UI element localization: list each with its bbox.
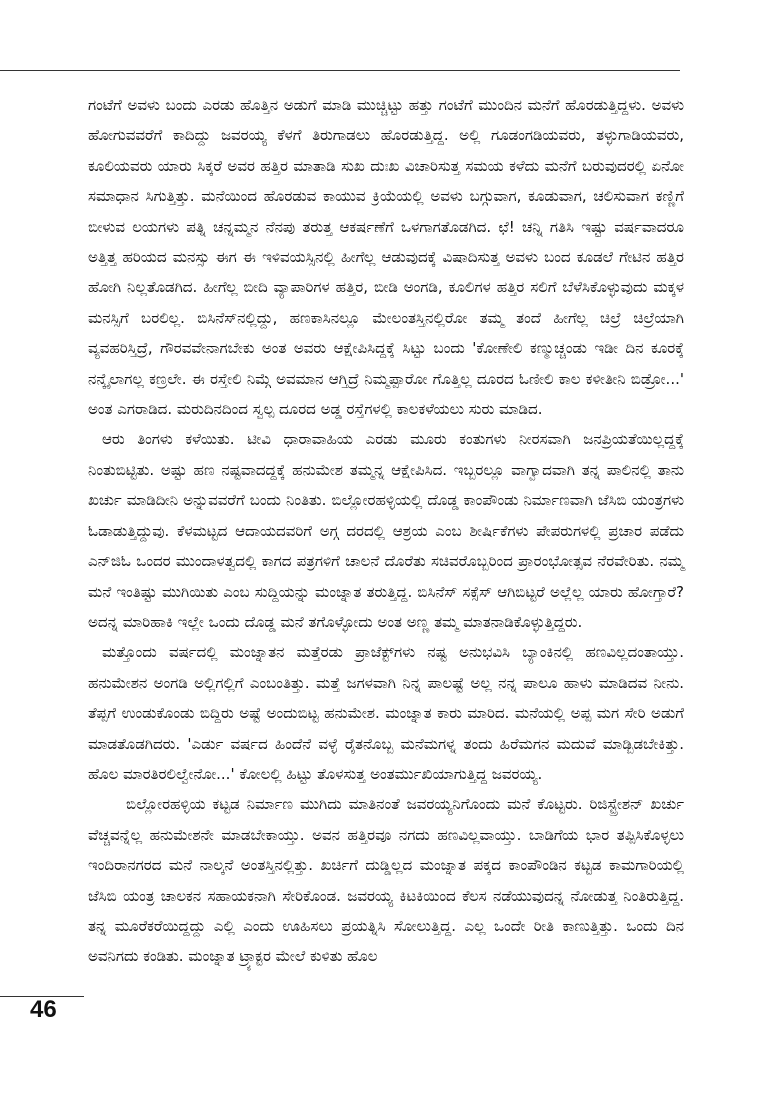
header-rule <box>0 70 680 71</box>
paragraph-2: ಆರು ತಿಂಗಳು ಕಳೆಯಿತು. ಟೀವಿ ಧಾರಾವಾಹಿಯ ಎರಡು ಮೂರು ಕಂತುಗಳು ನೀರಸವಾಗಿ ಜನಪ್ರಿಯತೆಯಿಲ್ಲದ್ದಕ್ಕೆ ನಿಂತುಬಿಟ್ಟಿತು. ಅಷ್ಟು ಹಣ ನಷ್ಟವಾದದ್ದಕ್ಕೆ ಹನುಮೇಶ ತಮ್ಮನ್ನ ಆಕ್ಷೇಪಿಸಿದ. ಇಬ್ಬರಲ್ಲೂ ವಾಗ್ವಾದವಾಗಿ ತನ್ನ ಪಾಲಿನಲ್ಲಿ ತಾನು ಖರ್ಚು ಮಾಡಿದೀನಿ ಅನ್ನುವವರೆಗೆ ಬಂದು ನಿಂತಿತು. ಬಿಲ್ಲೋರಹಳ್ಳಿಯಲ್ಲಿ ದೊಡ್ಡ ಕಾಂಪೌಂಡು ನಿರ್ಮಾಣವಾಗಿ ಜೆಸಿಬಿ ಯಂತ್ರಗಳು ಓಡಾಡುತ್ತಿದ್ದುವು. ಕೆಳಮಟ್ಟದ ಆದಾಯದವರಿಗೆ ಅಗ್ಗ ದರದಲ್ಲಿ ಆಶ್ರಯ ಎಂಬ ಶೀರ್ಷಿಕೆಗಳು ಪೇಪರುಗಳಲ್ಲಿ ಪ್ರಚಾರ ಪಡೆದು ಎನ್‌ಜಿಓ ಒಂದರ ಮುಂದಾಳತ್ವದಲ್ಲಿ ಕಾಗದ ಪತ್ರಗಳಿಗೆ ಚಾಲನೆ ದೊರೆತು ಸಚಿವರೊಬ್ಬರಿಂದ ಪ್ರಾರಂಭೋತ್ಸವ ನೆರವೇರಿತು. ನಮ್ಮ ಮನೆ ಇಂತಿಷ್ಟು ಮುಗಿಯಿತು ಎಂಬ ಸುದ್ದಿಯನ್ನು ಮಂಜ್ನಾತ ತರುತ್ತಿದ್ದ. ಬಿಸಿನೆಸ್ ಸಕ್ಸೆಸ್ ಆಗಿಬಿಟ್ಟರೆ ಅಲ್ಲೆಲ್ಲ ಯಾರು ಹೋಗ್ತಾರೆ? ಅದನ್ನ ಮಾರಿಹಾಕಿ ಇಲ್ಲೇ ಒಂದು ದೊಡ್ಡ ಮನೆ ತಗೊಳ್ಳೋದು ಅಂತ ಅಣ್ಣ ತಮ್ಮ ಮಾತನಾಡಿಕೊಳ್ಳುತ್ತಿದ್ದರು. <box>88 430 684 631</box>
paragraph-4: ಬಿಲ್ಲೋರಹಳ್ಳಿಯ ಕಟ್ಟಡ ನಿರ್ಮಾಣ ಮುಗಿದು ಮಾತಿನಂತೆ ಜವರಯ್ಯನಿಗೊಂದು ಮನೆ ಕೊಟ್ಟರು. ರಿಜಿಸ್ಟ್ರೇಶನ್ ಖರ್ಚು ವೆಚ್ಚವನ್ನೆಲ್ಲ ಹನುಮೇಶನೇ ಮಾಡಬೇಕಾಯ್ತು. ಅವನ ಹತ್ತಿರವೂ ನಗದು ಹಣವಿಲ್ಲವಾಯ್ತು. ಬಾಡಿಗೆಯ ಭಾರ ತಪ್ಪಿಸಿಕೊಳ್ಳಲು ಇಂದಿರಾನಗರದ ಮನೆ ನಾಲ್ಕನೆ ಅಂತಸ್ತಿನಲ್ಲಿತ್ತು. ಖರ್ಚಿಗೆ ದುಡ್ಡಿಲ್ಲದ ಮಂಜ್ನಾತ ಪಕ್ಕದ ಕಾಂಪೌಂಡಿನ ಕಟ್ಟಡ ಕಾಮಗಾರಿಯಲ್ಲಿ ಜೆಸಿಬಿ ಯಂತ್ರ ಚಾಲಕನ ಸಹಾಯಕನಾಗಿ ಸೇರಿಕೊಂಡ. ಜವರಯ್ಯ ಕಿಟಕಿಯಿಂದ ಕೆಲಸ ನಡೆಯುವುದನ್ನ ನೋಡುತ್ತ ನಿಂತಿರುತ್ತಿದ್ದ. ತನ್ನ ಮೂರೆಕರೆಯಿದ್ದದ್ದು ಎಲ್ಲಿ ಎಂದು ಊಹಿಸಲು ಪ್ರಯತ್ನಿಸಿ ಸೋಲುತ್ತಿದ್ದ. ಎಲ್ಲ ಒಂದೇ ರೀತಿ ಕಾಣುತ್ತಿತ್ತು. ಒಂದು ದಿನ ಅವನಿಗದು ಕಂಡಿತು. ಮಂಜ್ನಾತ ಟ್ರ್ಯಾಕ್ಟರ ಮೇಲೆ ಕುಳಿತು ಹೊಲ <box>88 795 684 966</box>
paragraph-3: ಮತ್ತೊಂದು ವರ್ಷದಲ್ಲಿ ಮಂಜ್ನಾತನ ಮತ್ತೆರಡು ಪ್ರಾಜೆಕ್ಟ್‌ಗಳು ನಷ್ಟ ಅನುಭವಿಸಿ ಬ್ಯಾಂಕಿನಲ್ಲಿ ಹಣವಿಲ್ಲದಂತಾಯ್ತು. ಹನುಮೇಶನ ಅಂಗಡಿ ಅಲ್ಲಿಗಲ್ಲಿಗೆ ಎಂಬಂತಿತ್ತು. ಮತ್ತೆ ಜಗಳವಾಗಿ ನಿನ್ನ ಪಾಲಷ್ಟೆ ಅಲ್ಲ ನನ್ನ ಪಾಲೂ ಹಾಳು ಮಾಡಿದವ ನೀನು. ತೆಪ್ಪಗೆ ಉಂಡುಕೊಂಡು ಬಿದ್ದಿರು ಅಷ್ಟೆ ಅಂದುಬಿಟ್ಟ ಹನುಮೇಶ. ಮಂಜ್ನಾತ ಕಾರು ಮಾರಿದ. ಮನೆಯಲ್ಲಿ ಅಪ್ಪ ಮಗ ಸೇರಿ ಅಡುಗೆ ಮಾಡತೊಡಗಿದರು. 'ಎರ್ಡು ವರ್ಷದ ಹಿಂದೆನೆ ವಳ್ಳೆ ರೈತನೊಬ್ಬ ಮನೆಮಗಳ್ನ ತಂದು ಹಿರೆಮಗನ ಮದುವೆ ಮಾಡ್ಬಿಡಬೇಕಿತ್ತು. ಹೊಲ ಮಾರತಿರಲಿಲ್ವೇನೋ...' ಕೋಲಲ್ಲಿ ಹಿಟ್ಟು ತೊಳಸುತ್ತ ಅಂತರ್ಮುಖಿಯಾಗುತ್ತಿದ್ದ ಜವರಯ್ಯ. <box>88 643 684 783</box>
page-number: 46 <box>30 996 57 1023</box>
body-text <box>88 90 684 972</box>
paragraph-1: ಗಂಟೆಗೆ ಅವಳು ಬಂದು ಎರಡು ಹೊತ್ತಿನ ಅಡುಗೆ ಮಾಡಿ ಮುಚ್ಚಿಟ್ಟು ಹತ್ತು ಗಂಟೆಗೆ ಮುಂದಿನ ಮನೆಗೆ ಹೊರಡುತ್ತಿದ್ದಳು. ಅವಳು ಹೋಗುವವರೆಗೆ ಕಾದಿದ್ದು ಜವರಯ್ಯ ಕೆಳಗೆ ತಿರುಗಾಡಲು ಹೊರಡುತ್ತಿದ್ದ. ಅಲ್ಲಿ ಗೂಡಂಗಡಿಯವರು, ತಳ್ಳುಗಾಡಿಯವರು, ಕೂಲಿಯವರು ಯಾರು ಸಿಕ್ಕರೆ ಅವರ ಹತ್ತಿರ ಮಾತಾಡಿ ಸುಖ ದುಃಖ ವಿಚಾರಿಸುತ್ತ ಸಮಯ ಕಳೆದು ಮನೆಗೆ ಬರುವುದರಲ್ಲಿ ಏನೋ ಸಮಾಧಾನ ಸಿಗುತ್ತಿತ್ತು. ಮನೆಯಿಂದ ಹೊರಡುವ ಕಾಯುವ ಕ್ರಿಯೆಯಲ್ಲಿ ಅವಳು ಬಗ್ಗುವಾಗ, ಕೂಡುವಾಗ, ಚಲಿಸುವಾಗ ಕಣ್ಣಿಗೆ ಬೀಳುವ ಲಯಗಳು ಪತ್ನಿ ಚನ್ನಮ್ಮನ ನೆನಪು ತರುತ್ತ ಆಕರ್ಷಣೆಗೆ ಒಳಗಾಗತೊಡಗಿದ. ಛೆ! ಚನ್ನಿ ಗತಿಸಿ ಇಷ್ಟು ವರ್ಷವಾದರೂ ಅತ್ತಿತ್ತ ಹರಿಯದ ಮನಸ್ಸು ಈಗ ಈ ಇಳಿವಯಸ್ಸಿನಲ್ಲಿ ಹೀಗೆಲ್ಲ ಆಡುವುದಕ್ಕೆ ವಿಷಾದಿಸುತ್ತ ಅವಳು ಬಂದ ಕೂಡಲೆ ಗೇಟಿನ ಹತ್ತಿರ ಹೋಗಿ ನಿಲ್ಲತೊಡಗಿದ. ಹೀಗೆಲ್ಲ ಬೀದಿ ವ್ಯಾಪಾರಿಗಳ ಹತ್ತಿರ, ಬೀಡಿ ಅಂಗಡಿ, ಕೂಲಿಗಳ ಹತ್ತಿರ ಸಲಿಗೆ ಬೆಳೆಸಿಕೊಳ್ಳುವುದು ಮಕ್ಕಳ ಮನಸ್ಸಿಗೆ ಬರಲಿಲ್ಲ. ಬಿಸಿನೆಸ್‌ನಲ್ಲಿದ್ದು, ಹಣಕಾಸಿನಲ್ಲೂ ಮೇಲಂತಸ್ತಿನಲ್ಲಿರೋ ತಮ್ಮ ತಂದೆ ಹೀಗೆಲ್ಲ ಚಿಲ್ರೆ ಚಿಲ್ರೆಯಾಗಿ ವ್ಯವಹರಿಸ್ತಿದ್ರೆ, ಗೌರವವೇನಾಗಬೇಕು ಅಂತ ಅವರು ಆಕ್ಷೇಪಿಸಿದ್ದಕ್ಕೆ ಸಿಟ್ಟು ಬಂದು 'ಕೋಣೇಲಿ ಕಣ್ಮುಚ್ಚಂಡು ಇಡೀ ದಿನ ಕೂರಕ್ಕೆ ನನ್ಕೈಲಾಗಲ್ಲ ಕಣ್ರಲೇ. ಈ ರಸ್ತೇಲಿ ನಿಮ್ಗೆ ಅವಮಾನ ಆಗ್ತಿದ್ರೆ ನಿಮ್ಮಪ್ಪಾರೋ ಗೊತ್ತಿಲ್ಲ ದೂರದ ಓಣೀಲಿ ಕಾಲ ಕಳೀತೀನಿ ಬಿಡ್ರೋ...' ಅಂತ ಎಗರಾಡಿದ. ಮರುದಿನದಿಂದ ಸ್ವಲ್ಪ ದೂರದ ಅಡ್ಡ ರಸ್ತೆಗಳಲ್ಲಿ ಕಾಲಕಳೆಯಲು ಸುರು ಮಾಡಿದ. <box>88 96 684 419</box>
